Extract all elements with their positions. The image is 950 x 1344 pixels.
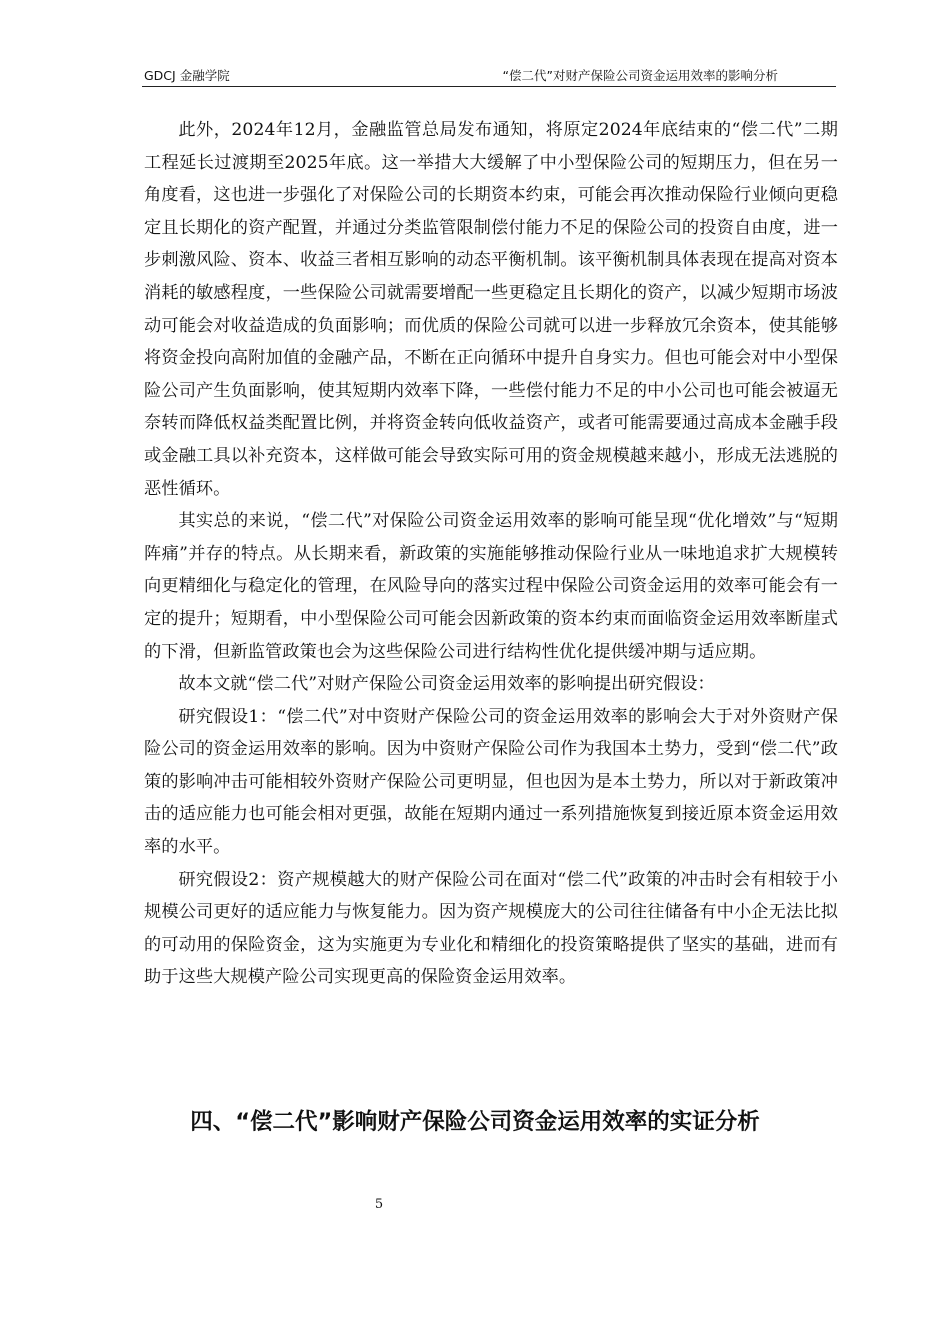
paragraph-hypothesis-intro: 故本文就“偿二代”对财产保险公司资金运用效率的影响提出研究假设： (178, 674, 715, 695)
paragraph-hypothesis-2: 研究假设2：资产规模越大的财产保险公司在面对“偿二代”政策的冲击时会有相较于小规模公司更好的适应能力与恢复能力。因为资产规模庞大的公司往往储备有中小企无法比拟的可动用的保险资金，这为实施更为专业化和精细化的投资策略提供了坚实的基础，进而有助于这些大规模产险公司实现更高的保险资金运用效率。 (144, 869, 838, 988)
section-heading: 四、“偿二代”影响财产保险公司资金运用效率的实证分析 (190, 1109, 760, 1135)
header-paper-title: “偿二代”对财产保险公司资金运用效率的影响分析 (502, 68, 778, 83)
paragraph-summary: 其实总的来说，“偿二代”对保险公司资金运用效率的影响可能呈现“优化增效”与“短期阵痛”并存的特点。从长期来看，新政策的实施能够推动保险行业从一味地追求扩大规模转向更精细化与稳定化的管理，在风险导向的落实过程中保险公司资金运用的效率可能会有一定的提升；短期看，中小型保险公司可能会因新政策的资本约束而面临资金运用效率断崖式的下滑，但新监管政策也会为这些保险公司进行结构性优化提供缓冲期与适应期。 (144, 511, 838, 662)
paragraph-hypothesis-1: 研究假设1：“偿二代”对中资财产保险公司的资金运用效率的影响会大于对外资财产保险公司的资金运用效率的影响。因为中资财产保险公司作为我国本土势力，受到“偿二代”政策的影响冲击可能相较外资财产保险公司更明显，但也因为是本土势力，所以对于新政策冲击的适应能力也可能会相对更强，故能在短期内通过一系列措施恢复到接近原本资金运用效率的水平。 (144, 706, 838, 858)
page-header (142, 66, 836, 87)
body-text (144, 114, 838, 994)
page-number: 5 (374, 1197, 384, 1212)
header-institution: GDCJ 金融学院 (144, 68, 230, 83)
paragraph-extension-notice: 此外，2024年12月，金融监管总局发布通知，将原定2024年底结束的“偿二代”二期工程延长过渡期至2025年底。这一举措大大缓解了中小型保险公司的短期压力，但在另一角度看，这也进一步强化了对保险公司的长期资本约束，可能会再次推动保险行业倾向更稳定且长期化的资产配置，并通过分类监管限制偿付能力不足的保险公司的投资自由度，进一步刺激风险、资本、收益三者相互影响的动态平衡机制。该平衡机制具体表现在提高对资本消耗的敏感程度，一些保险公司就需要增配一些更稳定且长期化的资产，以减少短期市场波动可能会对收益造成的负面影响；而优质的保险公司就可以进一步释放冗余资本，使其能够将资金投向高附加值的金融产品，不断在正向循环中提升自身实力。但也可能会对中小型保险公司产生负面影响，使其短期内效率下降，一些偿付能力不足的中小公司也可能会被逼无奈转而降低权益类配置比例，并将资金转向低收益资产，或者可能需要通过高成本金融手段或金融工具以补充资本，这样做可能会导致实际可用的资金规模越来越小，形成无法逃脱的恶性循环。 (144, 120, 838, 499)
